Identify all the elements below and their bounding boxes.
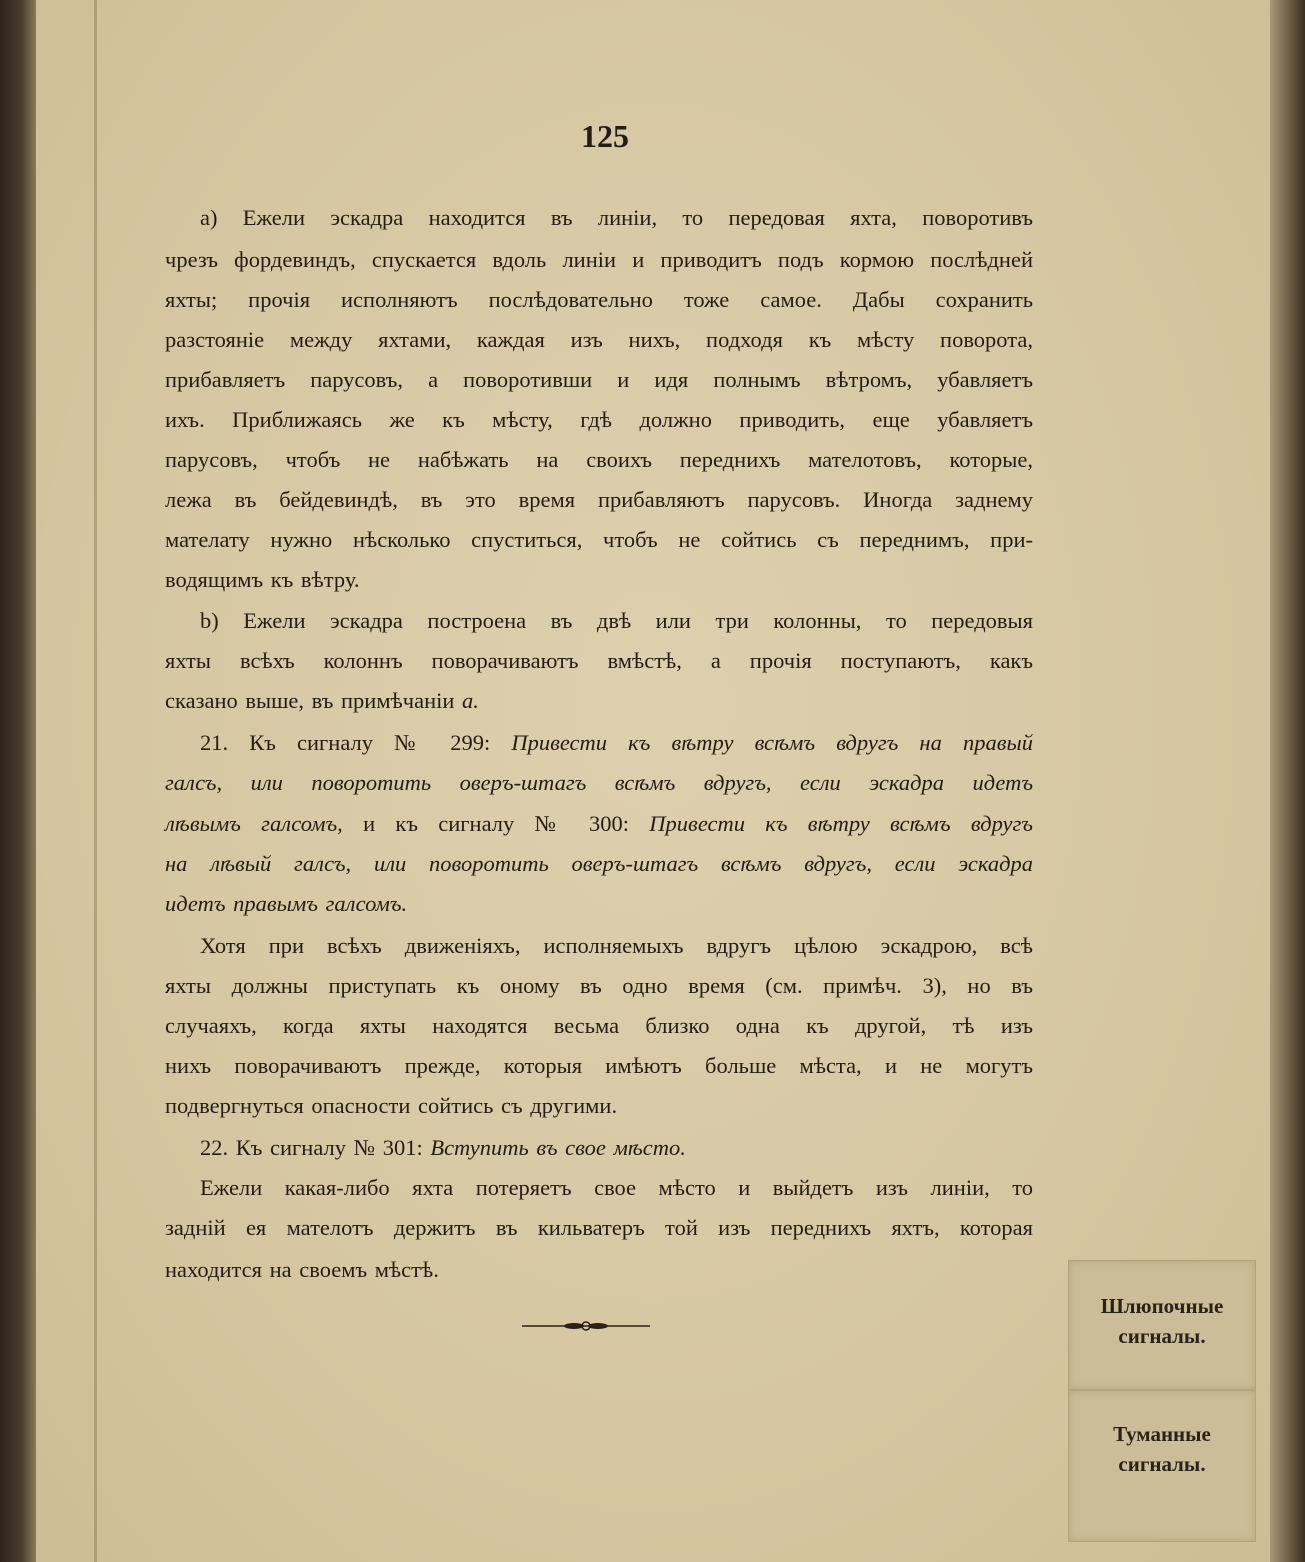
tab-fog-signals[interactable] — [1068, 1390, 1256, 1542]
text-line — [165, 287, 1033, 323]
italic-text: а. — [462, 688, 479, 713]
text-line — [165, 1053, 1033, 1089]
text-line — [165, 648, 1033, 684]
text-line — [165, 447, 1033, 483]
text-segment: подвергнуться опасности сойтись съ другими. — [165, 1093, 618, 1118]
text-segment: парусовъ, чтобъ не набѣжать на своихъ переднихъ мателотовъ, которые, — [165, 447, 1033, 472]
text-segment: находится на своемъ мѣстѣ. — [165, 1257, 439, 1282]
text-line — [165, 407, 1033, 443]
text-segment: яхты всѣхъ колоннъ поворачиваютъ вмѣстѣ, а прочія поступаютъ, какъ — [165, 648, 1033, 673]
text-line — [200, 1175, 1033, 1211]
tab-label-line1: Шлюпочные — [1100, 1294, 1224, 1318]
text-line — [200, 730, 1033, 766]
text-segment: Ежели какая-либо яхта потеряетъ свое мѣсто и выйдетъ изъ линіи, то — [200, 1175, 1033, 1200]
text-line — [165, 567, 1033, 603]
text-segment: нихъ поворачиваютъ прежде, которыя имѣютъ больше мѣста, и не могутъ — [165, 1053, 1033, 1078]
tab-boat-signals[interactable] — [1068, 1260, 1256, 1390]
text-segment: яхты должны приступать къ оному въ одно время (см. примѣч. 3), но въ — [165, 973, 1033, 998]
italic-text: Привести къ вѣтру всѣмъ вдругъ на правый — [511, 730, 1033, 755]
text-line — [165, 1093, 1033, 1129]
text-segment: разстояніе между яхтами, каждая изъ нихъ, подходя къ мѣсту поворота, — [165, 327, 1033, 352]
book-binding — [0, 0, 36, 1562]
text-segment: лежа въ бейдевиндѣ, въ это время прибавляютъ парусовъ. Иногда заднему — [165, 487, 1033, 512]
text-segment: мателату нужно нѣсколько спуститься, чтобъ не сойтись съ переднимъ, при- — [165, 527, 1033, 552]
text-segment: b) Ежели эскадра построена въ двѣ или три колонны, то передовыя — [200, 608, 1033, 633]
text-line — [200, 933, 1033, 969]
ornament-divider-icon — [522, 1318, 650, 1334]
italic-text: Привести къ вѣтру всѣмъ вдругъ — [649, 811, 1033, 836]
text-segment: 22. Къ сигналу № 301: — [200, 1135, 431, 1160]
page-edge — [1270, 0, 1305, 1562]
text-line — [165, 487, 1033, 523]
text-line — [165, 247, 1033, 283]
text-segment: и къ сигналу № 300: — [342, 811, 650, 836]
page-gutter — [94, 0, 97, 1562]
text-line — [165, 527, 1033, 563]
text-segment: сказано выше, въ примѣчаніи — [165, 688, 463, 713]
text-line — [165, 973, 1033, 1009]
text-segment: Хотя при всѣхъ движеніяхъ, исполняемыхъ вдругъ цѣлою эскадрою, всѣ — [200, 933, 1033, 958]
text-line — [165, 688, 1033, 724]
text-line — [200, 205, 1033, 241]
text-line — [165, 327, 1033, 363]
text-segment: прибавляетъ парусовъ, а поворотивши и идя полнымъ вѣтромъ, убавляетъ — [165, 367, 1033, 392]
italic-text: на лѣвый галсъ, или поворотить оверъ-штагъ всѣмъ вдругъ, если эскадра — [165, 851, 1033, 876]
tab-label-line2: сигналы. — [1118, 1324, 1206, 1348]
text-line — [165, 1215, 1033, 1251]
text-segment: случаяхъ, когда яхты находятся весьма близко одна къ другой, тѣ изъ — [165, 1013, 1033, 1038]
text-line — [165, 891, 1033, 927]
text-segment: чрезъ фордевиндъ, спускается вдоль линіи и приводитъ подъ кормою послѣдней — [165, 247, 1033, 272]
text-segment: 21. Къ сигналу № 299: — [200, 730, 512, 755]
text-line — [165, 811, 1033, 847]
text-segment: яхты; прочія исполняютъ послѣдовательно тоже самое. Дабы сохранить — [165, 287, 1033, 312]
text-line — [200, 608, 1033, 644]
text-line — [165, 1257, 1033, 1293]
text-segment: водящимъ къ вѣтру. — [165, 567, 360, 592]
tab-label-line2: сигналы. — [1118, 1452, 1206, 1476]
italic-text: лѣвымъ галсомъ, — [165, 811, 343, 836]
text-line — [165, 367, 1033, 403]
page-number: 125 — [581, 118, 629, 154]
tab-label-line1: Туманные — [1113, 1422, 1211, 1446]
text-line — [165, 851, 1033, 887]
italic-text: идетъ правымъ галсомъ. — [165, 891, 408, 916]
text-segment: задній ея мателотъ держитъ въ кильватеръ той изъ переднихъ яхтъ, которая — [165, 1215, 1033, 1240]
text-segment: а) Ежели эскадра находится въ линіи, то передовая яхта, поворотивъ — [200, 205, 1033, 230]
italic-text: галсъ, или поворотить оверъ-штагъ всѣмъ вдругъ, если эскадра идетъ — [165, 770, 1033, 795]
text-line — [165, 1013, 1033, 1049]
text-segment: ихъ. Приближаясь же къ мѣсту, гдѣ должно приводить, еще убавляетъ — [165, 407, 1033, 432]
text-line — [200, 1135, 1033, 1171]
text-line — [165, 770, 1033, 806]
italic-text: Вступить въ свое мѣсто. — [430, 1135, 686, 1160]
